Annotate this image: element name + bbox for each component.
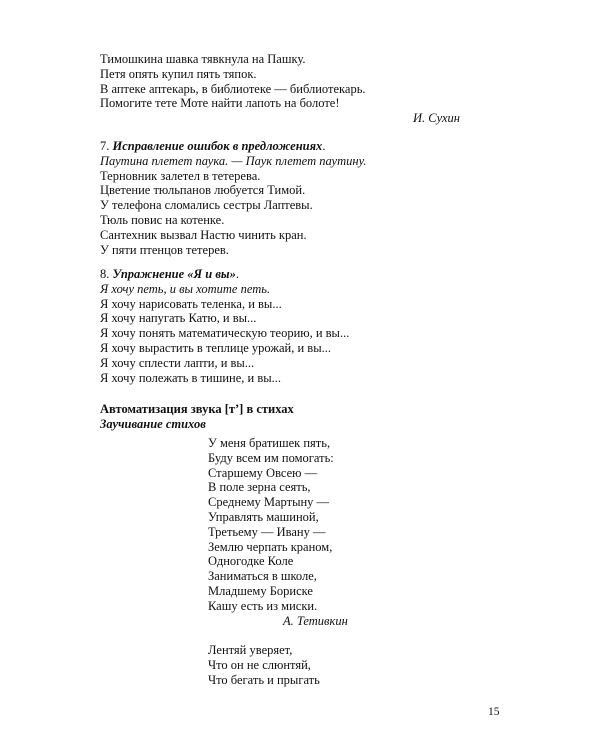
poem-1 <box>208 436 468 628</box>
text-line: Терновник залетел в тетерева. <box>100 168 261 183</box>
exercise-number: 8. <box>100 267 110 281</box>
text-line: Петя опять купил пять тяпок. <box>100 66 257 81</box>
poem-line: Среднему Мартыну — <box>208 495 330 510</box>
text-line: Тимошкина шавка тявкнула на Пашку. <box>100 52 306 66</box>
poem-line: Кашу есть из миски. <box>208 598 318 613</box>
poem-line: Одногодке Коле <box>208 554 294 569</box>
poem-line: У меня братишек пять, <box>208 436 331 450</box>
exercise-number: 7. <box>100 139 110 153</box>
poem-line: Управлять машиной, <box>208 509 319 524</box>
section-header <box>100 402 500 432</box>
text-line: У телефона сломались сестры Лаптевы. <box>100 198 313 213</box>
text-line: Тюль повис на котенке. <box>100 212 225 227</box>
text-line: Я хочу вырастить в теплице урожай, и вы... <box>100 340 331 355</box>
text-line: Я хочу понять математическую теорию, и вы... <box>100 326 350 341</box>
section-title: Автоматизация звука [т’] в стихах <box>100 402 294 416</box>
text-line: Я хочу нарисовать теленка, и вы... <box>100 296 282 311</box>
poem-line: Что он не слюнтяй, <box>208 657 311 672</box>
poem-author: А. Тетивкин <box>283 613 348 628</box>
poem-2 <box>208 643 468 687</box>
page-number: 15 <box>488 706 500 718</box>
poem-line: Заниматься в школе, <box>208 569 317 584</box>
text-line: Сантехник вызвал Настю чинить кран. <box>100 227 307 242</box>
text-line: У пяти птенцов тетерев. <box>100 242 229 257</box>
text-line: Я хочу напугать Катю, и вы... <box>100 311 257 326</box>
poem-line: Что бегать и прыгать <box>208 672 320 687</box>
exercise-title: Упражнение «Я и вы» <box>112 267 236 281</box>
exercise-example: Я хочу петь, и вы хотите петь. <box>100 281 271 296</box>
author-signature: И. Сухин <box>413 111 460 126</box>
exercise-title-end: . <box>235 267 239 281</box>
text-line: В аптеке аптекарь, в библиотеке — библиотекарь. <box>100 81 366 96</box>
tongue-twister-block <box>100 52 500 126</box>
exercise-heading <box>100 139 500 154</box>
section-subtitle: Заучивание стихов <box>100 416 206 431</box>
poem-line: Лентяй уверяет, <box>208 643 293 657</box>
text-line: Цветение тюльпанов любуется Тимой. <box>100 183 306 198</box>
exercise-8 <box>100 267 500 385</box>
text-line: Я хочу сплести лапти, и вы... <box>100 355 255 370</box>
poem-line: Землю черпать краном, <box>208 539 333 554</box>
exercise-example: Паутина плетет паука. — Паук плетет паутину. <box>100 153 367 168</box>
poem-line: Младшему Бориске <box>208 583 313 598</box>
poem-line: Старшему Овсею — <box>208 465 318 480</box>
poem-line: Буду всем им помогать: <box>208 450 334 465</box>
text-line: Я хочу полежать в тишине, и вы... <box>100 370 282 385</box>
exercise-7 <box>100 139 500 257</box>
poem-line: В поле зерна сеять, <box>208 480 311 495</box>
text-line: Помогите тете Моте найти лапоть на болоте! <box>100 96 340 111</box>
exercise-title-end: . <box>322 139 326 153</box>
poem-line: Третьему — Ивану — <box>208 524 326 539</box>
exercise-title: Исправление ошибок в предложениях <box>112 139 323 153</box>
exercise-heading <box>100 267 500 282</box>
